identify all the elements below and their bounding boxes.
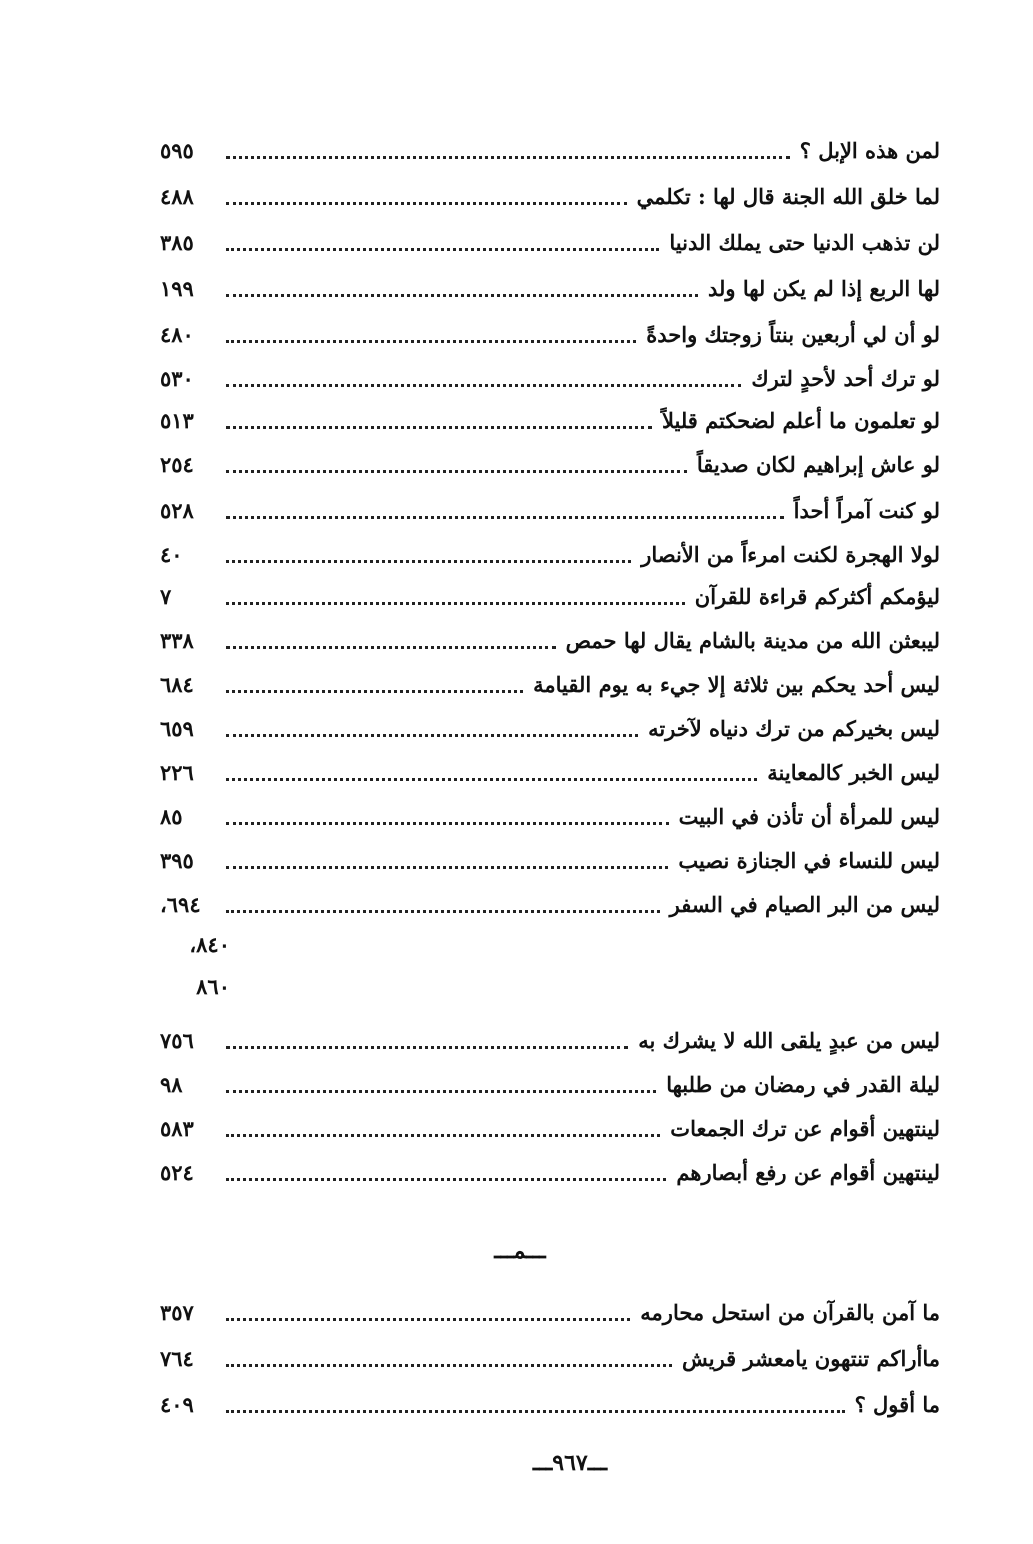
index-entry bbox=[160, 312, 940, 356]
index-entry bbox=[160, 662, 940, 706]
entry-text: لو تعلمون ما أعلم لضحكتم قليلاً bbox=[661, 407, 940, 433]
index-entry bbox=[160, 398, 940, 442]
entry-text: ما آمن بالقرآن من استحل محارمه bbox=[640, 1299, 940, 1325]
index-entry bbox=[160, 838, 940, 882]
index-entry bbox=[160, 794, 940, 838]
entry-text: لو عاش إبراهيم لكان صديقاً bbox=[696, 451, 940, 477]
index-entry bbox=[160, 1336, 940, 1380]
entry-page: ٤٨٠ bbox=[160, 321, 194, 347]
entry-text: ماأراكم تنتهون يامعشر قريش bbox=[681, 1345, 940, 1371]
entry-text: ليس من عبدٍ يلقى الله لا يشرك به bbox=[638, 1027, 940, 1053]
entry-page: ٧٦٤ bbox=[160, 1345, 194, 1371]
index-entry bbox=[160, 174, 940, 218]
entry-text: ليس للنساء في الجنازة نصيب bbox=[678, 847, 940, 873]
leader-dots bbox=[226, 200, 627, 205]
entry-page: ٦٩٤، bbox=[160, 891, 201, 917]
leader-dots bbox=[226, 338, 636, 343]
entry-page: ٥٢٨ bbox=[160, 497, 194, 523]
entry-page: ١٩٩ bbox=[160, 275, 194, 301]
index-entry bbox=[160, 356, 940, 400]
entry-page: ٥٣٠ bbox=[160, 365, 194, 391]
leader-dots bbox=[226, 382, 741, 387]
leader-dots bbox=[226, 864, 668, 869]
entry-text: لولا الهجرة لكنت امرءاً من الأنصار bbox=[641, 541, 940, 567]
index-entry bbox=[160, 706, 940, 750]
index-entry bbox=[160, 1150, 940, 1194]
leader-dots bbox=[226, 908, 660, 913]
entry-text: ليؤمكم أكثركم قراءة للقرآن bbox=[694, 583, 940, 609]
entry-text: لن تذهب الدنيا حتى يملك الدنيا bbox=[669, 229, 940, 255]
continued-page-number: ٨٦٠ bbox=[196, 973, 230, 999]
entry-text: لو أن لي أربعين بنتاً زوجتك واحدةً bbox=[646, 321, 940, 347]
leader-dots bbox=[226, 776, 757, 781]
index-entry bbox=[160, 750, 940, 794]
index-entry bbox=[160, 266, 940, 310]
entry-text: لينتهين أقوام عن رفع أبصارهم bbox=[676, 1159, 940, 1185]
index-entry bbox=[160, 618, 940, 662]
entry-page: ٤٠ bbox=[160, 541, 183, 567]
entry-page: ٥٩٥ bbox=[160, 137, 194, 163]
entry-page: ٥١٣ bbox=[160, 407, 194, 433]
entry-text: لمن هذه الإبل ؟ bbox=[799, 137, 940, 163]
entry-page: ٢٥٤ bbox=[160, 451, 194, 477]
entry-page: ٦٨٤ bbox=[160, 671, 194, 697]
entry-page: ٧٥٦ bbox=[160, 1027, 194, 1053]
leader-dots bbox=[226, 600, 685, 605]
leader-dots bbox=[226, 1316, 630, 1321]
entry-page: ٤٠٩ bbox=[160, 1391, 194, 1417]
index-entry bbox=[160, 1290, 940, 1334]
leader-dots bbox=[226, 688, 523, 693]
entry-page: ٩٨ bbox=[160, 1071, 183, 1097]
leader-dots bbox=[226, 514, 784, 519]
entry-text: لو كنت آمراً أحداً bbox=[793, 497, 940, 523]
entry-text: لينتهين أقوام عن ترك الجمعات bbox=[670, 1115, 940, 1141]
entry-page: ٨٥ bbox=[160, 803, 183, 829]
leader-dots bbox=[226, 732, 638, 737]
page-number: ـــ٩٦٧ـــ bbox=[532, 1450, 608, 1476]
entry-text: لها الربع إذا لم يكن لها ولد bbox=[707, 275, 940, 301]
entry-text: ليس للمرأة أن تأذن في البيت bbox=[678, 803, 940, 829]
entry-page: ٢٢٦ bbox=[160, 759, 194, 785]
index-entry bbox=[160, 488, 940, 532]
entry-text: ليس من البر الصيام في السفر bbox=[669, 891, 940, 917]
index-entry bbox=[160, 532, 940, 576]
entry-text: ليلة القدر في رمضان من طلبها bbox=[666, 1071, 940, 1097]
leader-dots bbox=[226, 644, 556, 649]
leader-dots bbox=[226, 1044, 628, 1049]
entry-text: ليس الخبر كالمعاينة bbox=[767, 759, 940, 785]
leader-dots bbox=[226, 1088, 656, 1093]
entry-text: ما أقول ؟ bbox=[854, 1391, 940, 1417]
entry-text: ليس أحد يحكم بين ثلاثة إلا جيء به يوم القيامة bbox=[533, 671, 940, 697]
entry-text: لو ترك أحد لأحدٍ لترك bbox=[751, 365, 940, 391]
leader-dots bbox=[226, 154, 790, 159]
leader-dots bbox=[226, 820, 669, 825]
entry-page: ٧ bbox=[160, 583, 172, 609]
leader-dots bbox=[226, 1176, 666, 1181]
entry-page: ٣٥٧ bbox=[160, 1299, 194, 1325]
leader-dots bbox=[226, 1408, 845, 1413]
entry-text: ليس بخيركم من ترك دنياه لآخرته bbox=[648, 715, 940, 741]
leader-dots bbox=[226, 246, 659, 251]
leader-dots bbox=[226, 468, 687, 473]
index-entry bbox=[160, 882, 940, 926]
entry-text: لما خلق الله الجنة قال لها : تكلمي bbox=[636, 183, 940, 209]
entry-page: ٥٢٤ bbox=[160, 1159, 194, 1185]
entry-page: ٣٣٨ bbox=[160, 627, 194, 653]
index-entry bbox=[160, 1018, 940, 1062]
entry-page: ٥٨٣ bbox=[160, 1115, 194, 1141]
index-entry bbox=[160, 1062, 940, 1106]
entry-page: ٣٨٥ bbox=[160, 229, 194, 255]
entry-page: ٣٩٥ bbox=[160, 847, 194, 873]
section-heading: ـــمـــ bbox=[494, 1238, 546, 1264]
index-entry bbox=[160, 128, 940, 172]
leader-dots bbox=[226, 1132, 660, 1137]
index-entry bbox=[160, 220, 940, 264]
index-entry bbox=[160, 1106, 940, 1150]
leader-dots bbox=[226, 558, 631, 563]
entry-text: ليبعثن الله من مدينة بالشام يقال لها حمص bbox=[565, 627, 940, 653]
index-entry bbox=[160, 574, 940, 618]
index-entry bbox=[160, 1382, 940, 1426]
leader-dots bbox=[226, 424, 652, 429]
leader-dots bbox=[226, 1362, 672, 1367]
leader-dots bbox=[226, 292, 698, 297]
entry-page: ٦٥٩ bbox=[160, 715, 194, 741]
entry-page: ٤٨٨ bbox=[160, 183, 194, 209]
continued-page-number: ٨٤٠، bbox=[189, 931, 230, 957]
index-entry bbox=[160, 442, 940, 486]
